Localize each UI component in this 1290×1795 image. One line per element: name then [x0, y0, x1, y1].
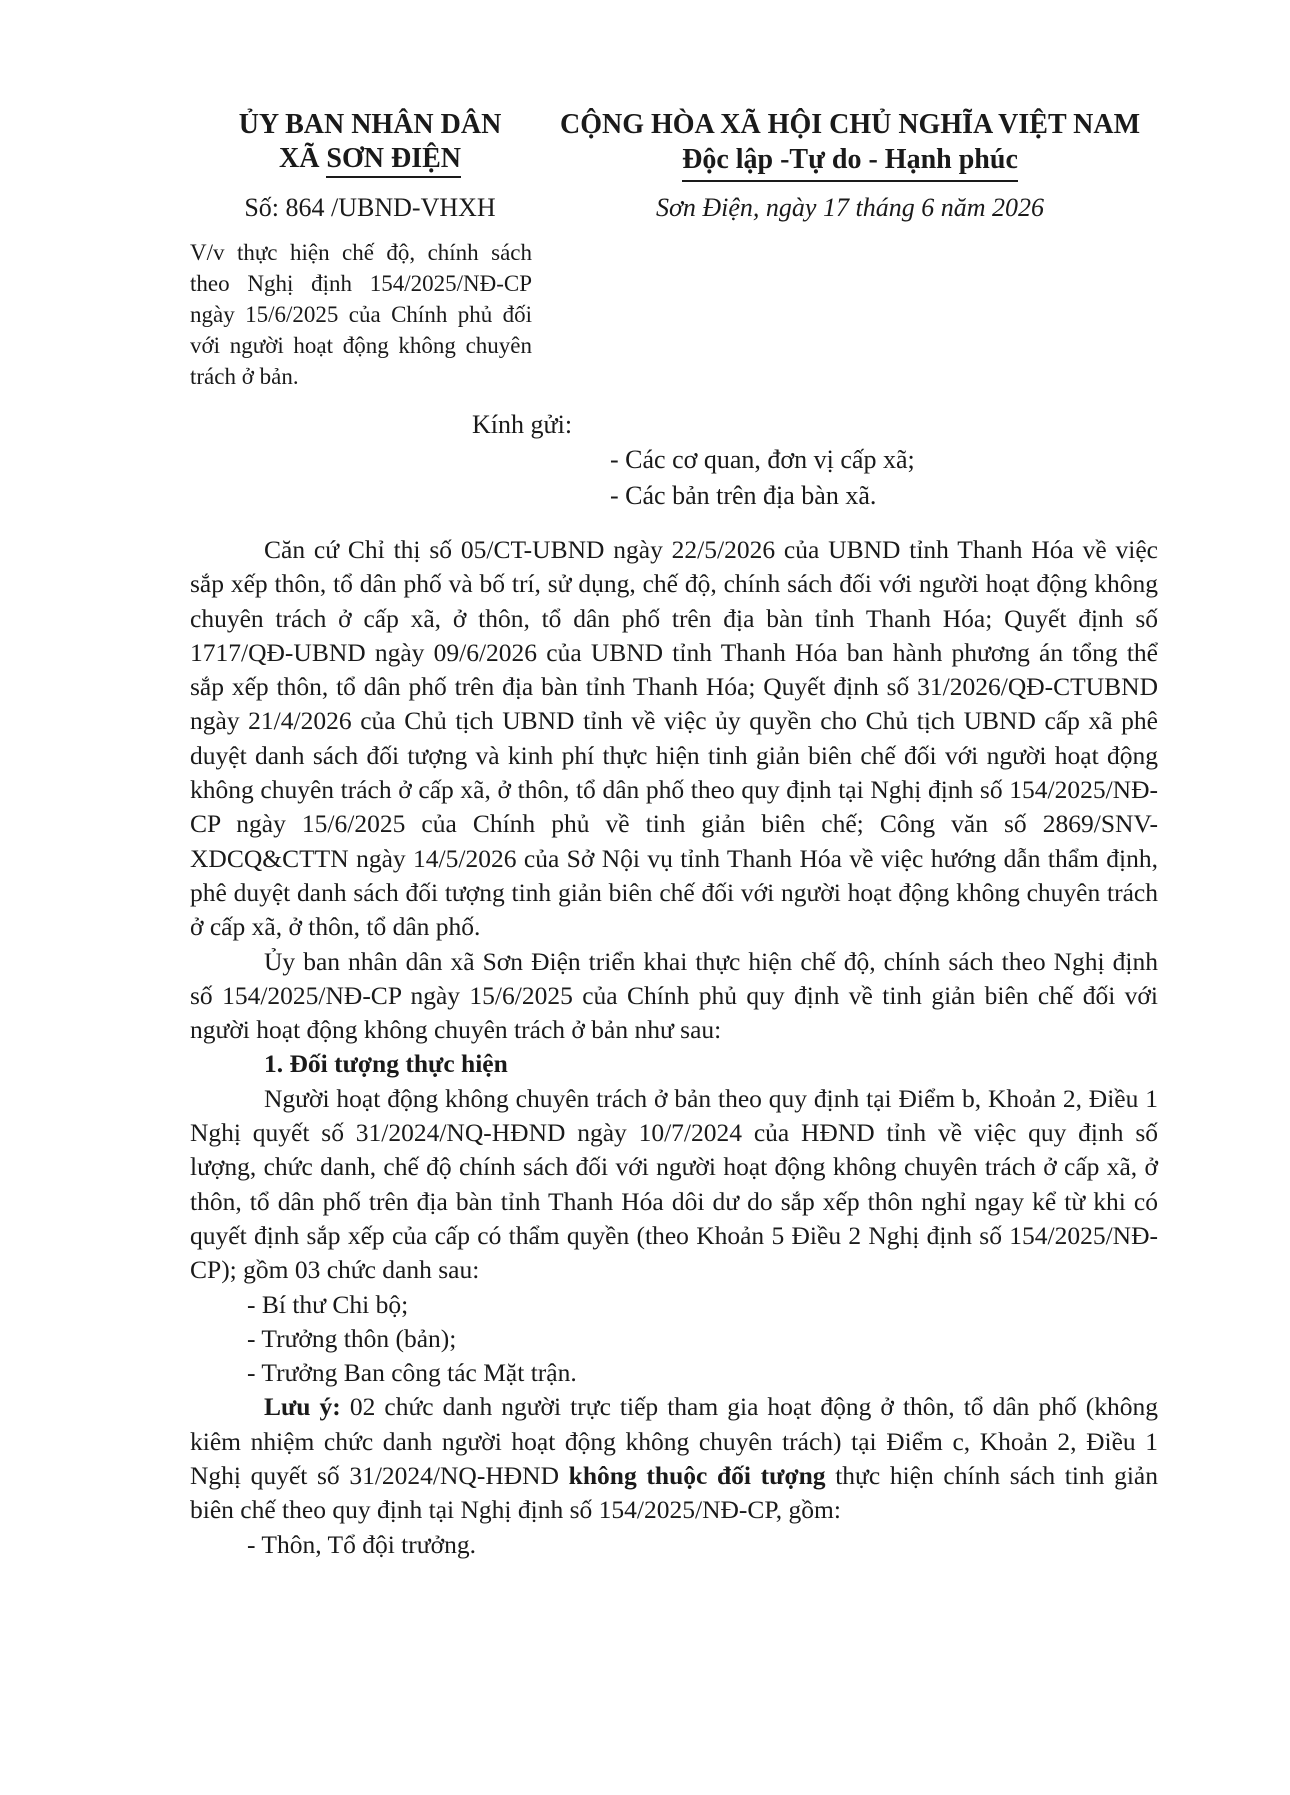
- note-label: Lưu ý:: [264, 1392, 341, 1422]
- note-paragraph: [190, 1390, 1158, 1527]
- national-motto: Độc lập -Tự do - Hạnh phúc: [682, 142, 1018, 182]
- document-number: Số: 864 /UBND-VHXH: [244, 193, 496, 222]
- position-item: - Bí thư Chi bộ;: [247, 1289, 409, 1319]
- note-bold: không thuộc đối tượng: [568, 1461, 826, 1491]
- subjects-paragraph: Người hoạt động không chuyên trách ở bản theo quy định tại Điểm b, Khoản 2, Điều 1 Nghị quyết số 31/2024/NQ-HĐND ngày 10/7/2024 của HĐND tỉnh về việc quy định số lượng, chức danh, chế độ chính sách đối với người hoạt động không chuyên trách ở cấp xã, ở thôn, tổ dân phố trên địa bàn tỉnh Thanh Hóa dôi dư do sắp xếp thôn nghỉ ngay kể từ khi có quyết định sắp xếp của cấp có thẩm quyền (theo Khoản 5 Điều 2 Nghị định số 154/2025/NĐ-CP); gồm 03 chức danh sau:: [190, 1083, 1158, 1285]
- authority-line2: [190, 142, 550, 176]
- recipient-item: - Các bản trên địa bàn xã.: [610, 481, 877, 510]
- authority-line1: ỦY BAN NHÂN DÂN: [238, 109, 502, 140]
- note-item: - Thôn, Tổ đội trưởng.: [247, 1529, 476, 1559]
- document-subject: V/v thực hiện chế độ, chính sách theo Nghị định 154/2025/NĐ-CP ngày 15/6/2025 của Chính phủ đối với người hoạt động không chuyên trách ở bản.: [190, 240, 532, 389]
- authority-name: SƠN ĐIỆN: [326, 143, 461, 178]
- nation-name: CỘNG HÒA XÃ HỘI CHỦ NGHĨA VIỆT NAM: [559, 109, 1141, 140]
- issuing-authority: [190, 108, 550, 176]
- national-title: [540, 108, 1160, 182]
- authority-line2-prefix: XÃ: [278, 143, 320, 174]
- recipient-list: [610, 442, 915, 514]
- document-body: [190, 533, 1158, 1562]
- note-text-b: thực hiện chính sách tinh giản biên chế theo quy định tại Nghị định số 154/2025/NĐ-CP, gồm:: [190, 1461, 1158, 1525]
- implementation-paragraph: Ủy ban nhân dân xã Sơn Điện triển khai thực hiện chế độ, chính sách theo Nghị định số 154/2025/NĐ-CP ngày 15/6/2025 của Chính phủ quy định về tinh giản biên chế đối với người hoạt động không chuyên trách ở bản như sau:: [190, 946, 1158, 1045]
- position-item: - Trưởng Ban công tác Mặt trận.: [247, 1358, 577, 1388]
- greeting-label: Kính gửi:: [472, 410, 573, 439]
- note-text-a: 02 chức danh người trực tiếp tham gia hoạt động ở thôn, tổ dân phố (không kiêm nhiệm chức danh người hoạt động không chuyên trách) tại Điểm c, Khoản 2, Điều 1 Nghị quyết số 31/2024/NQ-HĐND: [190, 1392, 1158, 1491]
- position-item: - Trưởng thôn (bản);: [247, 1323, 457, 1353]
- place-and-date: Sơn Điện, ngày 17 tháng 6 năm 2026: [656, 193, 1044, 222]
- recipient-item: - Các cơ quan, đơn vị cấp xã;: [610, 445, 915, 474]
- legal-basis-paragraph: Căn cứ Chỉ thị số 05/CT-UBND ngày 22/5/2026 của UBND tỉnh Thanh Hóa về việc sắp xếp thôn, tổ dân phố và bố trí, sử dụng, chế độ, chính sách đối với người hoạt động không chuyên trách ở cấp xã, ở thôn, tổ dân phố trên địa bàn tỉnh Thanh Hóa; Quyết định số 1717/QĐ-UBND ngày 09/6/2026 của UBND tỉnh Thanh Hóa ban hành phương án tổng thể sắp xếp thôn, tổ dân phố trên địa bàn tỉnh Thanh Hóa; Quyết định số 31/2026/QĐ-CTUBND ngày 21/4/2026 của Chủ tịch UBND tỉnh về việc ủy quyền cho Chủ tịch UBND cấp xã phê duyệt danh sách đối tượng và kinh phí thực hiện tinh giản biên chế đối với người hoạt động không chuyên trách ở cấp xã, ở thôn, tổ dân phố theo quy định tại Nghị định số 154/2025/NĐ-CP ngày 15/6/2025 của Chính phủ về tinh giản biên chế; Công văn số 2869/SNV-XDCQ&CTTN ngày 14/5/2026 của Sở Nội vụ tỉnh Thanh Hóa về việc hướng dẫn thẩm định, phê duyệt danh sách đối tượng tinh giản biên chế đối với người hoạt động không chuyên trách ở cấp xã, ở thôn, tổ dân phố.: [190, 535, 1158, 942]
- section-heading-subjects: 1. Đối tượng thực hiện: [264, 1049, 508, 1079]
